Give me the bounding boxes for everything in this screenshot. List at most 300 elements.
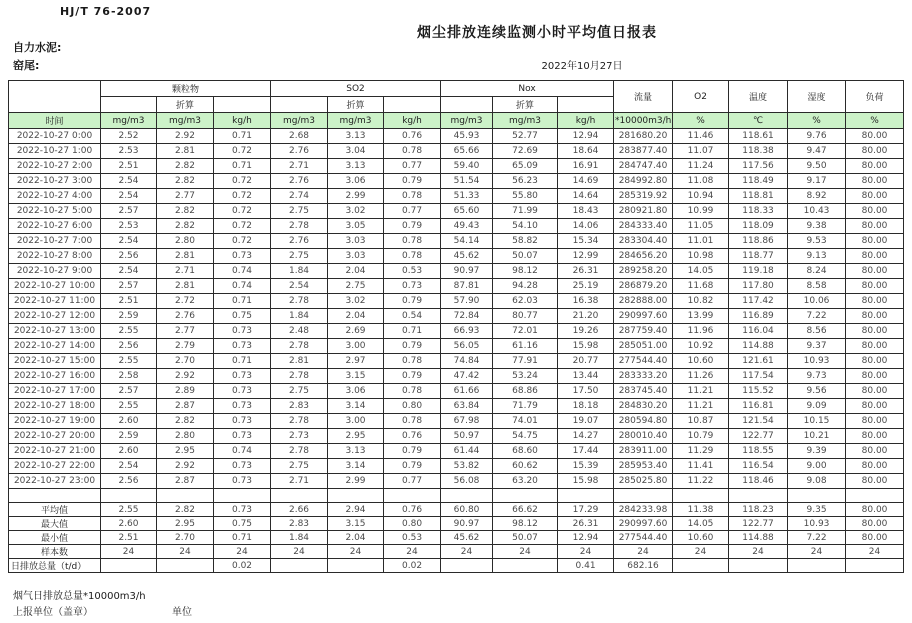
value-cell: 2.97 [328, 354, 384, 369]
value-cell: 9.56 [788, 384, 846, 399]
unit-header-6: mg/m3 [441, 113, 493, 129]
value-cell: 118.09 [729, 219, 788, 234]
value-cell: 3.13 [328, 159, 384, 174]
value-cell: 0.77 [384, 204, 441, 219]
value-cell: 10.60 [673, 354, 729, 369]
unit-header-0: mg/m3 [101, 113, 157, 129]
page-title: 烟尘排放连续监测小时平均值日报表 [417, 25, 657, 41]
value-cell: 12.99 [558, 249, 614, 264]
sub-blank-0a [101, 97, 157, 113]
value-cell: 282888.00 [614, 294, 673, 309]
value-cell: 3.15 [328, 369, 384, 384]
daily-total-value-cell [328, 559, 384, 573]
value-cell: 118.46 [729, 474, 788, 489]
value-cell: 3.00 [328, 339, 384, 354]
value-cell: 0.73 [214, 324, 271, 339]
summary-value-cell: 50.07 [493, 531, 558, 545]
summary-value-cell: 24 [441, 545, 493, 559]
value-cell: 2.92 [157, 369, 214, 384]
value-cell: 3.04 [328, 144, 384, 159]
value-cell: 11.21 [673, 384, 729, 399]
table-row [9, 279, 904, 294]
value-cell: 116.89 [729, 309, 788, 324]
value-cell: 116.81 [729, 399, 788, 414]
value-cell: 2.76 [271, 234, 328, 249]
spacer-cell [846, 489, 904, 503]
value-cell: 0.77 [384, 159, 441, 174]
value-cell: 61.66 [441, 384, 493, 399]
daily-total-value-cell: 0.02 [214, 559, 271, 573]
company-label: 自力水泥: [13, 41, 62, 54]
value-cell: 0.71 [214, 159, 271, 174]
value-cell: 289258.20 [614, 264, 673, 279]
value-cell: 2.77 [157, 189, 214, 204]
value-cell: 9.08 [788, 474, 846, 489]
value-cell: 0.53 [384, 264, 441, 279]
value-cell: 3.03 [328, 249, 384, 264]
value-cell: 2.82 [157, 159, 214, 174]
table-row [9, 459, 904, 474]
value-cell: 80.00 [846, 249, 904, 264]
value-cell: 2.57 [101, 279, 157, 294]
value-cell: 118.86 [729, 234, 788, 249]
value-cell: 2.81 [157, 144, 214, 159]
summary-value-cell: 0.75 [214, 517, 271, 531]
table-row [9, 294, 904, 309]
value-cell: 77.91 [493, 354, 558, 369]
value-cell: 0.73 [384, 279, 441, 294]
time-cell: 2022-10-27 23:00 [9, 474, 101, 489]
value-cell: 2.76 [271, 144, 328, 159]
summary-value-cell: 98.12 [493, 517, 558, 531]
value-cell: 11.29 [673, 444, 729, 459]
value-cell: 65.66 [441, 144, 493, 159]
value-cell: 51.54 [441, 174, 493, 189]
value-cell: 3.14 [328, 399, 384, 414]
sub-converted-1: 折算 [328, 97, 384, 113]
table-row [9, 339, 904, 354]
sub-blank-2a [441, 97, 493, 113]
value-cell: 10.93 [788, 354, 846, 369]
unit-header-8: kg/h [558, 113, 614, 129]
value-cell: 80.00 [846, 339, 904, 354]
sub-blank-1b [384, 97, 441, 113]
summary-value-cell: 11.38 [673, 503, 729, 517]
value-cell: 3.03 [328, 234, 384, 249]
value-cell: 10.79 [673, 429, 729, 444]
table-row [9, 204, 904, 219]
time-cell: 2022-10-27 11:00 [9, 294, 101, 309]
value-cell: 118.61 [729, 129, 788, 144]
value-cell: 2.04 [328, 309, 384, 324]
time-cell: 2022-10-27 7:00 [9, 234, 101, 249]
value-cell: 56.05 [441, 339, 493, 354]
value-cell: 65.60 [441, 204, 493, 219]
summary-row [9, 517, 904, 531]
value-cell: 61.16 [493, 339, 558, 354]
value-cell: 2.89 [157, 384, 214, 399]
value-cell: 2.54 [101, 459, 157, 474]
value-cell: 118.55 [729, 444, 788, 459]
value-cell: 283911.00 [614, 444, 673, 459]
table-row [9, 474, 904, 489]
summary-row [9, 545, 904, 559]
summary-value-cell: 0.53 [384, 531, 441, 545]
unit-header-2: kg/h [214, 113, 271, 129]
value-cell: 9.00 [788, 459, 846, 474]
spacer-cell [271, 489, 328, 503]
value-cell: 9.13 [788, 249, 846, 264]
summary-value-cell: 24 [328, 545, 384, 559]
value-cell: 283333.20 [614, 369, 673, 384]
value-cell: 19.07 [558, 414, 614, 429]
daily-total-value-cell [157, 559, 214, 573]
value-cell: 10.92 [673, 339, 729, 354]
value-cell: 10.99 [673, 204, 729, 219]
summary-value-cell: 80.00 [846, 503, 904, 517]
value-cell: 80.00 [846, 174, 904, 189]
value-cell: 2.54 [101, 264, 157, 279]
value-cell: 2.82 [157, 204, 214, 219]
value-cell: 2.54 [101, 234, 157, 249]
summary-value-cell: 284233.98 [614, 503, 673, 517]
value-cell: 56.08 [441, 474, 493, 489]
value-cell: 9.17 [788, 174, 846, 189]
table-row [9, 399, 904, 414]
value-cell: 2.80 [157, 429, 214, 444]
value-cell: 80.00 [846, 474, 904, 489]
value-cell: 0.73 [214, 474, 271, 489]
value-cell: 283304.40 [614, 234, 673, 249]
value-cell: 9.73 [788, 369, 846, 384]
value-cell: 2.78 [271, 369, 328, 384]
value-cell: 47.42 [441, 369, 493, 384]
summary-value-cell: 0.73 [214, 503, 271, 517]
footer-unit: 单位 [172, 607, 192, 618]
value-cell: 9.38 [788, 219, 846, 234]
value-cell: 2.75 [271, 459, 328, 474]
value-cell: 50.07 [493, 249, 558, 264]
value-cell: 15.98 [558, 474, 614, 489]
spacer-cell [214, 489, 271, 503]
value-cell: 45.93 [441, 129, 493, 144]
summary-value-cell: 90.97 [441, 517, 493, 531]
table-row [9, 129, 904, 144]
value-cell: 2.53 [101, 219, 157, 234]
value-cell: 0.71 [214, 129, 271, 144]
value-cell: 56.23 [493, 174, 558, 189]
time-cell: 2022-10-27 2:00 [9, 159, 101, 174]
value-cell: 2.72 [157, 294, 214, 309]
summary-value-cell: 24 [214, 545, 271, 559]
value-cell: 2.56 [101, 474, 157, 489]
summary-value-cell: 2.66 [271, 503, 328, 517]
sub-blank-2b [558, 97, 614, 113]
value-cell: 8.58 [788, 279, 846, 294]
value-cell: 2.73 [271, 429, 328, 444]
time-cell: 2022-10-27 22:00 [9, 459, 101, 474]
value-cell: 2.68 [271, 129, 328, 144]
value-cell: 80.00 [846, 189, 904, 204]
daily-total-value-cell [493, 559, 558, 573]
value-cell: 2.57 [101, 204, 157, 219]
value-cell: 71.99 [493, 204, 558, 219]
time-cell: 2022-10-27 13:00 [9, 324, 101, 339]
value-cell: 11.41 [673, 459, 729, 474]
value-cell: 8.56 [788, 324, 846, 339]
value-cell: 284333.40 [614, 219, 673, 234]
column-header-2: 温度 [729, 81, 788, 113]
value-cell: 2.76 [157, 309, 214, 324]
value-cell: 2.69 [328, 324, 384, 339]
value-cell: 2.53 [101, 144, 157, 159]
value-cell: 12.94 [558, 129, 614, 144]
table-row [9, 144, 904, 159]
value-cell: 98.12 [493, 264, 558, 279]
time-cell: 2022-10-27 21:00 [9, 444, 101, 459]
daily-total-value-cell [271, 559, 328, 573]
time-cell: 2022-10-27 10:00 [9, 279, 101, 294]
value-cell: 9.76 [788, 129, 846, 144]
value-cell: 2.56 [101, 249, 157, 264]
value-cell: 2.51 [101, 159, 157, 174]
summary-value-cell: 10.93 [788, 517, 846, 531]
value-cell: 2.75 [271, 204, 328, 219]
value-cell: 54.14 [441, 234, 493, 249]
value-cell: 118.33 [729, 204, 788, 219]
value-cell: 3.00 [328, 414, 384, 429]
value-cell: 8.92 [788, 189, 846, 204]
summary-value-cell: 60.80 [441, 503, 493, 517]
value-cell: 11.07 [673, 144, 729, 159]
summary-value-cell: 24 [101, 545, 157, 559]
value-cell: 87.81 [441, 279, 493, 294]
value-cell: 2.78 [271, 444, 328, 459]
value-cell: 2.99 [328, 189, 384, 204]
summary-value-cell: 24 [729, 545, 788, 559]
doc-standard-code: HJ/T 76-2007 [60, 5, 152, 18]
value-cell: 1.84 [271, 264, 328, 279]
value-cell: 0.78 [384, 234, 441, 249]
time-cell: 2022-10-27 8:00 [9, 249, 101, 264]
value-cell: 2.95 [157, 444, 214, 459]
value-cell: 2.71 [271, 159, 328, 174]
value-cell: 2.92 [157, 459, 214, 474]
value-cell: 0.73 [214, 459, 271, 474]
value-cell: 13.44 [558, 369, 614, 384]
value-cell: 0.71 [214, 354, 271, 369]
time-cell: 2022-10-27 5:00 [9, 204, 101, 219]
value-cell: 19.26 [558, 324, 614, 339]
table-row [9, 234, 904, 249]
sub-converted-0: 折算 [157, 97, 214, 113]
unit-header-3: mg/m3 [271, 113, 328, 129]
summary-value-cell: 24 [384, 545, 441, 559]
value-cell: 0.74 [214, 444, 271, 459]
summary-value-cell: 14.05 [673, 517, 729, 531]
summary-value-cell: 290997.60 [614, 517, 673, 531]
value-cell: 72.01 [493, 324, 558, 339]
value-cell: 57.90 [441, 294, 493, 309]
column-group-header-2: Nox [441, 81, 614, 97]
value-cell: 0.73 [214, 249, 271, 264]
summary-value-cell: 7.22 [788, 531, 846, 545]
unit-header-12: % [788, 113, 846, 129]
value-cell: 3.05 [328, 219, 384, 234]
daily-total-value-cell [673, 559, 729, 573]
value-cell: 2.82 [157, 414, 214, 429]
value-cell: 9.37 [788, 339, 846, 354]
unit-header-7: mg/m3 [493, 113, 558, 129]
value-cell: 2.76 [271, 174, 328, 189]
value-cell: 10.87 [673, 414, 729, 429]
value-cell: 0.75 [214, 309, 271, 324]
column-header-3: 湿度 [788, 81, 846, 113]
summary-value-cell: 118.23 [729, 503, 788, 517]
value-cell: 54.10 [493, 219, 558, 234]
value-cell: 14.06 [558, 219, 614, 234]
location-label: 窑尾: [13, 59, 40, 72]
footer-reporting-unit: 上报单位（盖章） [13, 607, 93, 618]
value-cell: 3.06 [328, 384, 384, 399]
value-cell: 9.53 [788, 234, 846, 249]
summary-value-cell: 0.71 [214, 531, 271, 545]
value-cell: 80.00 [846, 369, 904, 384]
summary-value-cell: 45.62 [441, 531, 493, 545]
value-cell: 90.97 [441, 264, 493, 279]
value-cell: 11.05 [673, 219, 729, 234]
value-cell: 2.60 [101, 444, 157, 459]
value-cell: 80.00 [846, 384, 904, 399]
value-cell: 280594.80 [614, 414, 673, 429]
value-cell: 0.76 [384, 129, 441, 144]
value-cell: 11.22 [673, 474, 729, 489]
value-cell: 14.05 [673, 264, 729, 279]
time-cell: 2022-10-27 16:00 [9, 369, 101, 384]
value-cell: 10.06 [788, 294, 846, 309]
column-header-4: 负荷 [846, 81, 904, 113]
summary-value-cell: 1.84 [271, 531, 328, 545]
spacer-cell [558, 489, 614, 503]
value-cell: 0.79 [384, 339, 441, 354]
time-cell: 2022-10-27 1:00 [9, 144, 101, 159]
value-cell: 2.87 [157, 474, 214, 489]
daily-total-value-cell [441, 559, 493, 573]
value-cell: 2.81 [157, 279, 214, 294]
value-cell: 2.70 [157, 354, 214, 369]
value-cell: 0.78 [384, 189, 441, 204]
value-cell: 285025.80 [614, 474, 673, 489]
value-cell: 80.00 [846, 219, 904, 234]
value-cell: 80.00 [846, 159, 904, 174]
value-cell: 2.87 [157, 399, 214, 414]
value-cell: 285953.40 [614, 459, 673, 474]
value-cell: 13.99 [673, 309, 729, 324]
value-cell: 116.54 [729, 459, 788, 474]
value-cell: 1.84 [271, 309, 328, 324]
summary-value-cell: 24 [788, 545, 846, 559]
value-cell: 0.79 [384, 444, 441, 459]
value-cell: 74.84 [441, 354, 493, 369]
value-cell: 50.97 [441, 429, 493, 444]
value-cell: 0.72 [214, 174, 271, 189]
summary-value-cell: 80.00 [846, 531, 904, 545]
time-cell: 2022-10-27 9:00 [9, 264, 101, 279]
value-cell: 0.74 [214, 279, 271, 294]
value-cell: 3.13 [328, 129, 384, 144]
value-cell: 15.34 [558, 234, 614, 249]
value-cell: 58.82 [493, 234, 558, 249]
value-cell: 0.78 [384, 414, 441, 429]
column-header-1: O2 [673, 81, 729, 113]
value-cell: 80.00 [846, 264, 904, 279]
time-column-header: 时间 [9, 113, 101, 129]
value-cell: 9.09 [788, 399, 846, 414]
spacer-cell [493, 489, 558, 503]
value-cell: 0.73 [214, 399, 271, 414]
spacer-cell [328, 489, 384, 503]
summary-value-cell: 2.95 [157, 517, 214, 531]
value-cell: 80.00 [846, 459, 904, 474]
value-cell: 11.26 [673, 369, 729, 384]
sub-blank-1a [271, 97, 328, 113]
value-cell: 53.82 [441, 459, 493, 474]
value-cell: 2.74 [271, 189, 328, 204]
value-cell: 80.00 [846, 414, 904, 429]
value-cell: 11.68 [673, 279, 729, 294]
value-cell: 0.71 [384, 324, 441, 339]
value-cell: 3.02 [328, 294, 384, 309]
value-cell: 10.94 [673, 189, 729, 204]
value-cell: 2.55 [101, 324, 157, 339]
spacer-cell [441, 489, 493, 503]
value-cell: 0.79 [384, 369, 441, 384]
value-cell: 2.48 [271, 324, 328, 339]
value-cell: 71.79 [493, 399, 558, 414]
value-cell: 9.39 [788, 444, 846, 459]
value-cell: 17.44 [558, 444, 614, 459]
value-cell: 121.61 [729, 354, 788, 369]
summary-value-cell: 17.29 [558, 503, 614, 517]
spacer-cell [9, 489, 101, 503]
value-cell: 2.78 [271, 294, 328, 309]
value-cell: 0.72 [214, 219, 271, 234]
value-cell: 0.79 [384, 219, 441, 234]
daily-total-value-cell [729, 559, 788, 573]
value-cell: 116.04 [729, 324, 788, 339]
value-cell: 3.13 [328, 444, 384, 459]
value-cell: 2.78 [271, 414, 328, 429]
value-cell: 2.57 [101, 384, 157, 399]
value-cell: 2.82 [157, 219, 214, 234]
value-cell: 11.01 [673, 234, 729, 249]
summary-value-cell: 26.31 [558, 517, 614, 531]
value-cell: 2.54 [271, 279, 328, 294]
value-cell: 72.69 [493, 144, 558, 159]
summary-value-cell: 66.62 [493, 503, 558, 517]
summary-label: 最小值 [9, 531, 101, 545]
daily-total-value-cell: 0.02 [384, 559, 441, 573]
value-cell: 0.78 [384, 384, 441, 399]
value-cell: 118.49 [729, 174, 788, 189]
value-cell: 2.81 [271, 354, 328, 369]
summary-label: 样本数 [9, 545, 101, 559]
value-cell: 283745.40 [614, 384, 673, 399]
value-cell: 9.47 [788, 144, 846, 159]
value-cell: 10.82 [673, 294, 729, 309]
value-cell: 2.60 [101, 414, 157, 429]
summary-value-cell: 10.60 [673, 531, 729, 545]
